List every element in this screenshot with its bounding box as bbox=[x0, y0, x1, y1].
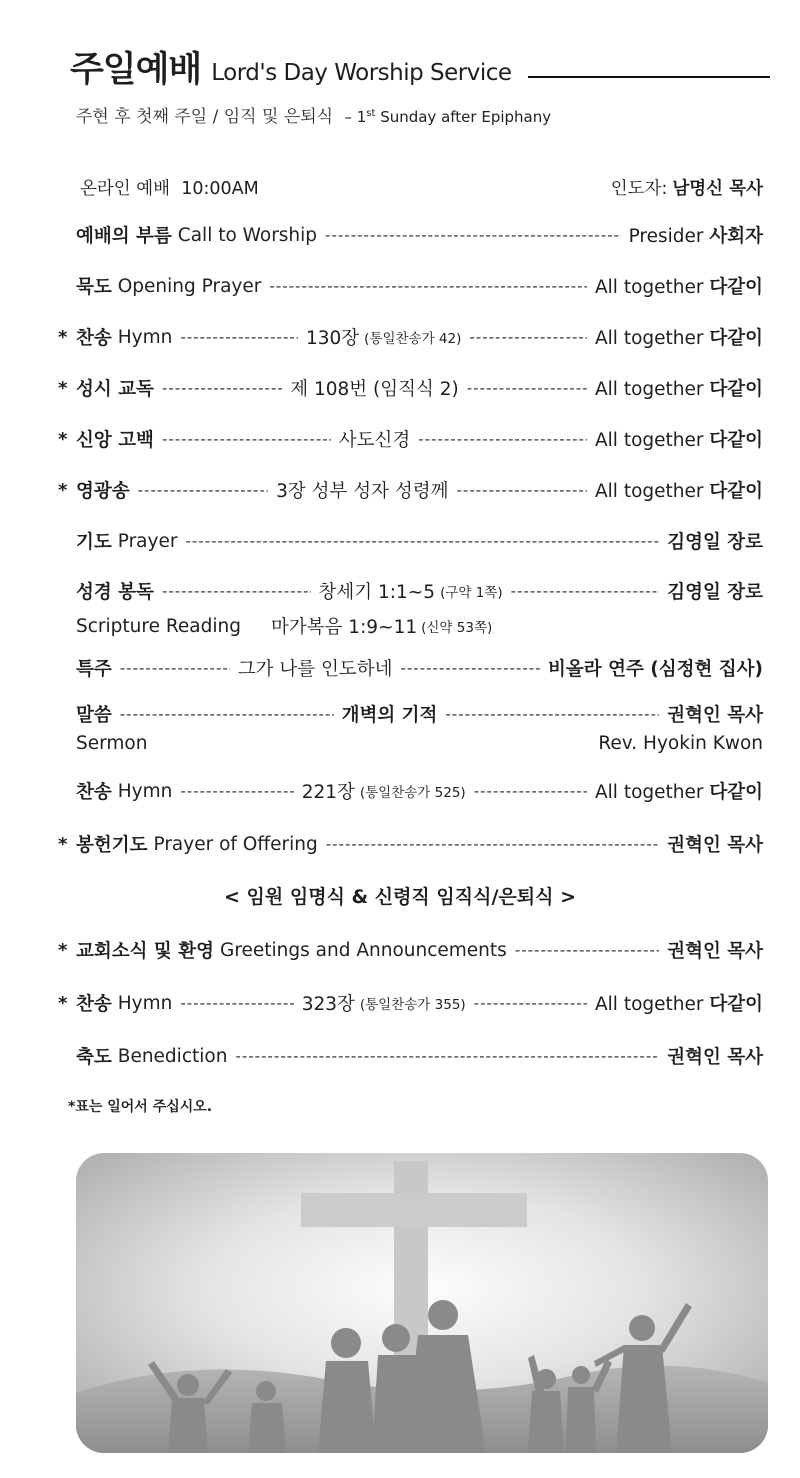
order-item bbox=[58, 829, 763, 859]
leader-dashes bbox=[180, 782, 293, 800]
leader-dashes bbox=[138, 481, 269, 499]
order-item bbox=[58, 271, 763, 301]
item-presider bbox=[595, 426, 763, 452]
item-title-ko: 신앙 고백 bbox=[76, 430, 154, 451]
leader-dashes bbox=[162, 430, 331, 448]
order-item bbox=[58, 576, 763, 606]
item-title-ko: 교회소식 및 환영 bbox=[76, 941, 214, 962]
presider-ko: 다같이 bbox=[709, 379, 764, 400]
online-label: 온라인 예배 10:00AM bbox=[80, 178, 259, 199]
presider-ko: 다같이 bbox=[709, 328, 764, 349]
leader-dashes bbox=[474, 782, 587, 800]
order-item bbox=[58, 424, 763, 454]
item-detail-note: (통일찬송가 42) bbox=[364, 331, 462, 347]
subtitle-ordinal: st bbox=[366, 108, 376, 119]
item-title-ko: 찬송 bbox=[76, 782, 112, 803]
leader-dashes bbox=[325, 226, 621, 244]
presider-ko: 다같이 bbox=[709, 430, 764, 451]
subtitle bbox=[76, 102, 551, 127]
sermon-preacher-text: 권혁인 목사 bbox=[667, 705, 763, 726]
leader-dashes bbox=[162, 582, 311, 600]
item-title-ko: 예배의 부름 bbox=[76, 226, 172, 247]
presider-en: All together bbox=[595, 994, 704, 1015]
leader-dashes bbox=[269, 277, 587, 295]
order-item-sermon bbox=[58, 699, 763, 729]
leader-dashes bbox=[180, 328, 298, 346]
sermon-preacher bbox=[667, 701, 763, 727]
order-item bbox=[58, 322, 763, 352]
presider-ko: 다같이 bbox=[709, 277, 763, 298]
presider-en: All together bbox=[595, 782, 704, 803]
special-ko: 특주 bbox=[76, 659, 112, 680]
subtitle-english-suffix: Sunday after Epiphany bbox=[380, 108, 552, 126]
item-presider bbox=[667, 831, 763, 857]
item-detail: 사도신경 bbox=[338, 430, 411, 451]
standing-note: *표는 일어서 주십시오. bbox=[68, 1099, 213, 1115]
special-performer bbox=[548, 655, 763, 681]
item-detail: 창세기 1:1~5 bbox=[318, 582, 436, 603]
leader-dashes bbox=[511, 582, 660, 600]
item-title-ko: 봉헌기도 bbox=[76, 835, 148, 856]
leader-dashes bbox=[185, 532, 659, 550]
item-detail: 제 108번 (임직식 2) bbox=[290, 379, 459, 400]
scripture-reading-page: (신약 53쪽) bbox=[421, 620, 493, 636]
presider-ko: 사회자 bbox=[709, 226, 763, 247]
presider-ko: 다같이 bbox=[709, 994, 764, 1015]
special-title: 그가 나를 인도하네 bbox=[237, 659, 393, 680]
item-presider bbox=[667, 578, 763, 604]
sermon-sub bbox=[76, 729, 763, 757]
item-title-en: Hymn bbox=[117, 780, 173, 802]
order-item bbox=[58, 988, 763, 1018]
leader-label: 인도자: bbox=[610, 178, 668, 199]
item-title-en: Opening Prayer bbox=[117, 275, 262, 297]
presider-ko: 권혁인 목사 bbox=[667, 1047, 763, 1068]
standing-mark: * bbox=[58, 377, 68, 399]
item-detail-note: (통일찬송가 355) bbox=[359, 997, 466, 1013]
sermon-ko: 말씀 bbox=[76, 705, 112, 726]
title-english: Lord's Day Worship Service bbox=[211, 60, 512, 86]
order-item bbox=[58, 373, 763, 403]
sermon-title: 개벽의 기적 bbox=[341, 705, 438, 726]
presider-en: All together bbox=[595, 328, 704, 349]
order-item bbox=[58, 220, 763, 250]
leader-dashes bbox=[474, 994, 587, 1012]
leader-name: 남명신 목사 bbox=[672, 178, 763, 199]
item-title-ko: 축도 bbox=[76, 1047, 112, 1068]
item-detail-note: (통일찬송가 525) bbox=[359, 785, 466, 801]
presider-ko: 김영일 장로 bbox=[667, 582, 764, 603]
presider-ko: 다같이 bbox=[709, 481, 764, 502]
item-title-en: Hymn bbox=[117, 326, 173, 348]
item-detail: 130장 bbox=[305, 328, 360, 349]
title-divider bbox=[528, 76, 770, 78]
item-title-en: Prayer of Offering bbox=[153, 833, 318, 855]
worship-silhouette-image bbox=[76, 1153, 768, 1453]
item-title-en: Hymn bbox=[117, 992, 173, 1014]
subtitle-english bbox=[344, 108, 551, 126]
presider-ko: 권혁인 목사 bbox=[667, 941, 763, 962]
item-presider bbox=[667, 528, 763, 554]
page-title bbox=[70, 46, 770, 90]
item-presider bbox=[595, 477, 763, 503]
leader-dashes bbox=[180, 994, 293, 1012]
online-worship-line bbox=[80, 172, 763, 202]
sermon-preacher-en: Rev. Hyokin Kwon bbox=[598, 732, 763, 754]
item-presider bbox=[595, 273, 763, 299]
item-title-ko: 찬송 bbox=[76, 328, 112, 349]
item-presider bbox=[595, 778, 763, 804]
item-detail: 3장 성부 성자 성령께 bbox=[276, 481, 449, 502]
presider-en: All together bbox=[595, 430, 704, 451]
item-title-ko: 기도 bbox=[76, 532, 112, 553]
item-title-en: Prayer bbox=[117, 530, 178, 552]
scripture-reading-text: 마가복음 1:9~11 bbox=[270, 617, 418, 638]
item-title-ko: 영광송 bbox=[76, 481, 130, 502]
standing-mark: * bbox=[58, 833, 68, 855]
item-detail-note: (구약 1쪽) bbox=[440, 585, 503, 601]
sermon-en: Sermon bbox=[76, 732, 148, 754]
special-performer-text: 비올라 연주 (심정현 집사) bbox=[548, 659, 763, 680]
item-presider bbox=[595, 324, 763, 350]
standing-mark: * bbox=[58, 326, 68, 348]
title-korean: 주일예배 bbox=[70, 50, 202, 90]
presider-en: Presider bbox=[628, 226, 704, 247]
presider-ko: 권혁인 목사 bbox=[667, 835, 763, 856]
item-presider bbox=[595, 990, 763, 1016]
order-item bbox=[58, 475, 763, 505]
standing-mark: * bbox=[58, 479, 68, 501]
scripture-reading-en: Scripture Reading bbox=[76, 615, 241, 637]
item-presider bbox=[595, 375, 763, 401]
item-title-ko: 찬송 bbox=[76, 994, 112, 1015]
order-item-special bbox=[58, 653, 763, 683]
worship-photo bbox=[76, 1153, 768, 1453]
leader-dashes bbox=[162, 379, 282, 397]
item-title-ko: 성경 봉독 bbox=[76, 582, 154, 603]
presider-ko: 다같이 bbox=[709, 782, 764, 803]
item-title-en: Benediction bbox=[117, 1045, 228, 1067]
leader-dashes bbox=[326, 835, 660, 853]
scripture-reading-sub bbox=[76, 612, 763, 640]
item-title-en: Call to Worship bbox=[177, 224, 318, 246]
item-title-ko: 성시 교독 bbox=[76, 379, 154, 400]
order-item bbox=[58, 526, 763, 556]
ordination-heading: < 임원 임명식 & 신령직 임직식/은퇴식 > bbox=[224, 886, 576, 908]
item-detail: 221장 bbox=[301, 782, 355, 803]
standing-mark: * bbox=[58, 992, 68, 1014]
order-item bbox=[58, 1041, 763, 1071]
leader-dashes bbox=[235, 1047, 659, 1065]
presider-en: All together bbox=[595, 379, 704, 400]
leader-dashes bbox=[467, 379, 587, 397]
presider-ko: 김영일 장로 bbox=[667, 532, 763, 553]
item-presider bbox=[667, 937, 763, 963]
item-title-en: Greetings and Announcements bbox=[219, 939, 507, 961]
standing-mark: * bbox=[58, 939, 68, 961]
standing-mark: * bbox=[58, 428, 68, 450]
leader-dashes bbox=[515, 941, 659, 959]
leader-dashes bbox=[469, 328, 587, 346]
item-presider bbox=[629, 222, 763, 248]
order-item bbox=[58, 935, 763, 965]
leader-dashes bbox=[457, 481, 588, 499]
presider-en: All together bbox=[595, 277, 704, 298]
leader-dashes bbox=[418, 430, 587, 448]
item-presider bbox=[667, 1043, 763, 1069]
presider-en: All together bbox=[595, 481, 704, 502]
item-title-ko: 묵도 bbox=[76, 277, 112, 298]
subtitle-english-prefix: – 1 bbox=[344, 108, 367, 126]
subtitle-korean: 주현 후 첫째 주일 / 임직 및 은퇴식 bbox=[76, 107, 334, 127]
order-item bbox=[58, 776, 763, 806]
item-detail: 323장 bbox=[301, 994, 355, 1015]
